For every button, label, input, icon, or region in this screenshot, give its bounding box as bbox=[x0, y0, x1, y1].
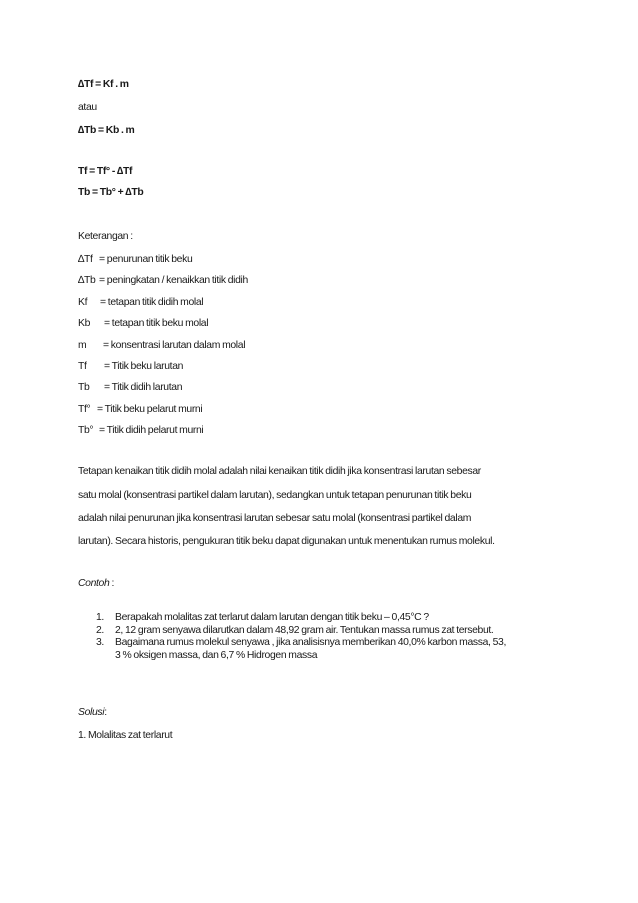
keterangan-desc: = Titik beku pelarut murni bbox=[97, 404, 203, 415]
keterangan-row bbox=[78, 381, 182, 394]
paragraph-line: larutan). Secara historis, pengukuran titik beku dapat digunakan untuk menentukan rumus molekul. bbox=[78, 536, 495, 547]
keterangan-symbol: Kf bbox=[78, 297, 88, 308]
keterangan-symbol: m bbox=[78, 340, 87, 351]
keterangan-symbol: ∆Tb bbox=[78, 275, 96, 286]
keterangan-row bbox=[78, 424, 203, 437]
atau-text: atau bbox=[78, 102, 97, 113]
contoh-colon: : bbox=[109, 578, 114, 589]
keterangan-row bbox=[78, 274, 248, 287]
list-number: 3. bbox=[96, 637, 104, 648]
formula-tf: Tf = Tf° - ∆Tf bbox=[78, 166, 133, 177]
formula-tb: Tb = Tb° + ∆Tb bbox=[78, 187, 144, 198]
solusi-heading bbox=[78, 706, 107, 719]
keterangan-desc: = Titik didih pelarut murni bbox=[99, 425, 204, 436]
list-number: 2. bbox=[96, 624, 104, 636]
keterangan-desc: = tetapan titik didih molal bbox=[100, 297, 204, 308]
solusi-label: Solusi bbox=[78, 707, 105, 718]
keterangan-desc: = Titik didih larutan bbox=[104, 382, 183, 393]
keterangan-desc: = penurunan titik beku bbox=[99, 254, 193, 265]
formula-delta-tb: ∆Tb = Kb . m bbox=[78, 125, 135, 136]
keterangan-row bbox=[78, 403, 202, 416]
list-text: Berapakah molalitas zat terlarut dalam larutan dengan titik beku – 0,45°C ? bbox=[115, 612, 429, 623]
solusi-colon: : bbox=[104, 707, 107, 718]
solusi-item: 1. Molalitas zat terlarut bbox=[78, 730, 173, 741]
keterangan-symbol: Tf° bbox=[78, 404, 91, 415]
keterangan-symbol: Tf bbox=[78, 361, 87, 372]
contoh-heading bbox=[78, 577, 114, 590]
keterangan-desc: = Titik beku larutan bbox=[104, 361, 184, 372]
list-text: 2, 12 gram senyawa dilarutkan dalam 48,92 gram air. Tentukan massa rumus zat tersebut. bbox=[115, 624, 494, 636]
keterangan-symbol: ∆Tf bbox=[78, 254, 93, 265]
keterangan-row bbox=[78, 339, 245, 352]
paragraph-line: satu molal (konsentrasi partikel dalam larutan), sedangkan untuk tetapan penurunan titik beku bbox=[78, 490, 472, 501]
contoh-label: Contoh bbox=[78, 578, 110, 589]
keterangan-symbol: Tb bbox=[78, 382, 90, 393]
list-text: 3 % oksigen massa, dan 6,7 % Hidrogen massa bbox=[115, 649, 318, 661]
keterangan-row bbox=[78, 253, 192, 266]
paragraph-line: adalah nilai penurunan jika konsentrasi larutan sebesar satu molal (konsentrasi partikel dalam bbox=[78, 513, 472, 524]
keterangan-heading: Keterangan : bbox=[78, 231, 133, 242]
list-text: Bagaimana rumus molekul senyawa , jika analisisnya memberikan 40,0% karbon massa, 53, bbox=[115, 637, 506, 648]
keterangan-row bbox=[78, 360, 183, 373]
keterangan-symbol: Tb° bbox=[78, 425, 94, 436]
list-number: 1. bbox=[96, 612, 104, 623]
list-item bbox=[96, 625, 506, 638]
formula-delta-tf: ∆Tf = Kf . m bbox=[78, 79, 129, 90]
keterangan-desc: = peningkatan / kenaikkan titik didih bbox=[99, 275, 248, 286]
keterangan-desc: = tetapan titik beku molal bbox=[104, 318, 209, 329]
contoh-list bbox=[96, 612, 506, 662]
keterangan-symbol: Kb bbox=[78, 318, 91, 329]
keterangan-row bbox=[78, 296, 203, 309]
list-item bbox=[96, 612, 506, 625]
list-item bbox=[96, 637, 506, 662]
keterangan-row bbox=[78, 317, 208, 330]
keterangan-desc: = konsentrasi larutan dalam molal bbox=[103, 340, 246, 351]
paragraph-line: Tetapan kenaikan titik didih molal adalah nilai kenaikan titik didih jika konsentrasi larutan sebesar bbox=[78, 466, 481, 477]
